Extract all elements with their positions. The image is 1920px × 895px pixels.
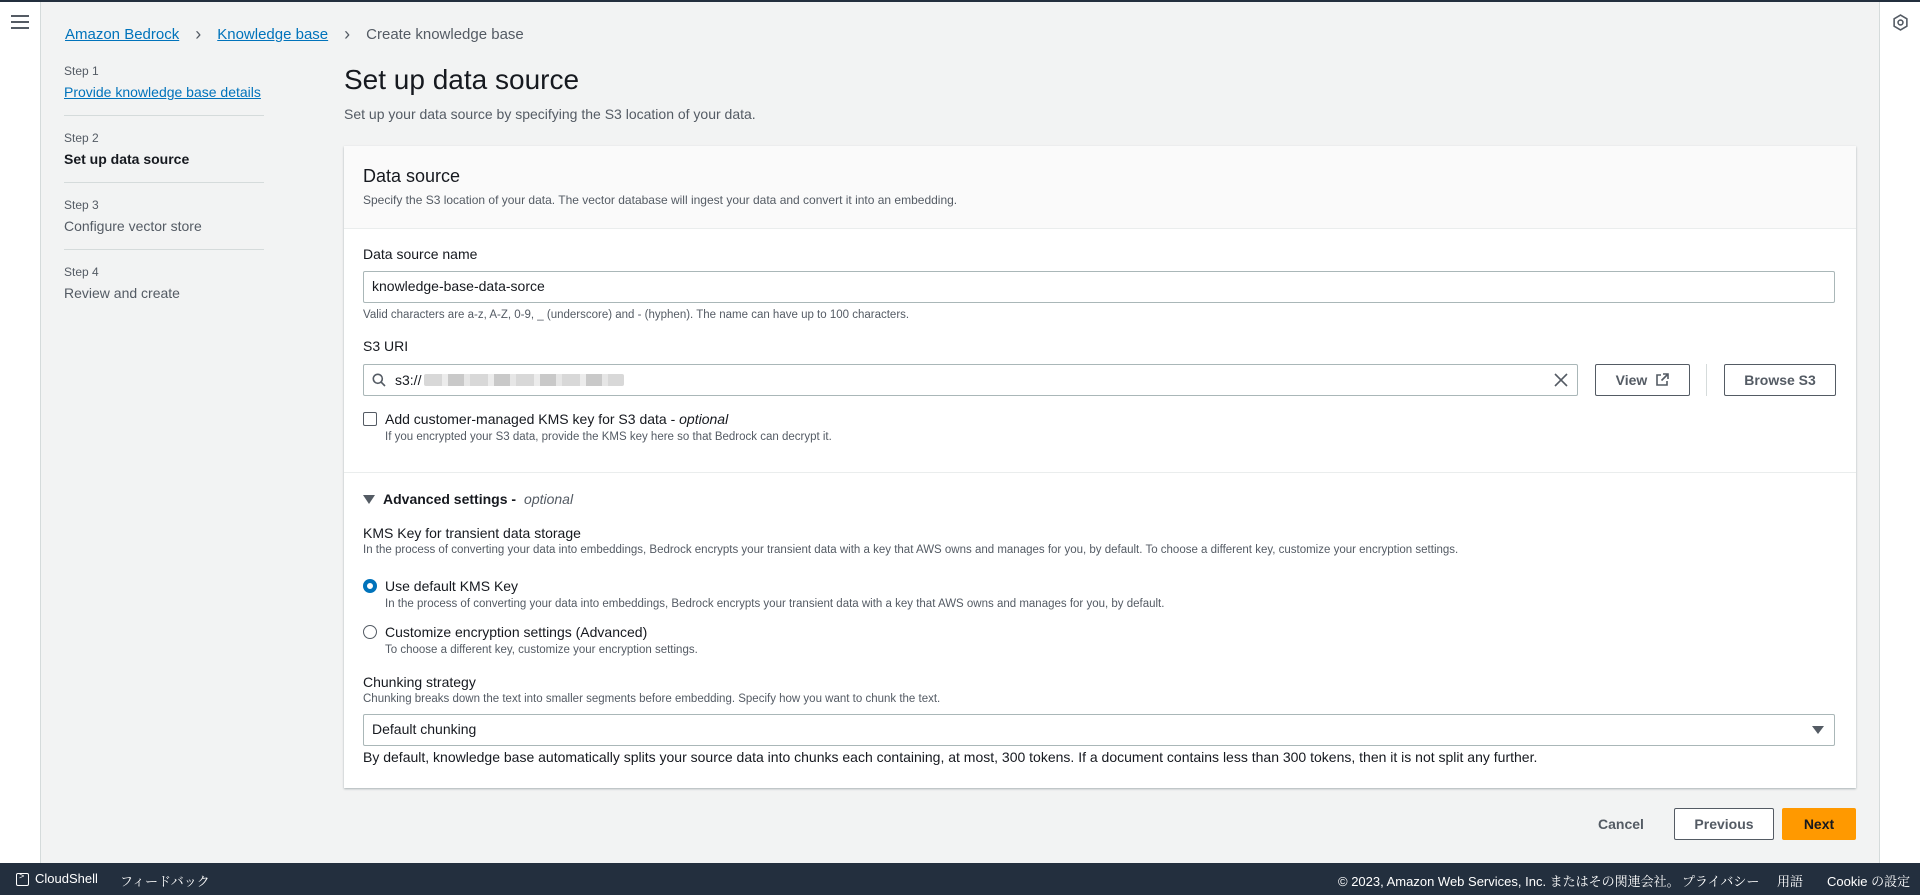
kms-checkbox-text: Add customer-managed KMS key for S3 data - xyxy=(385,411,676,427)
kms-transient-label: KMS Key for transient data storage xyxy=(363,525,581,541)
view-button-label: View xyxy=(1615,372,1648,388)
step-number: Step 3 xyxy=(64,198,99,212)
radio-custom-encryption[interactable] xyxy=(363,625,377,639)
chunking-strategy-label: Chunking strategy xyxy=(363,674,476,690)
left-navigation-rail xyxy=(0,2,41,863)
data-source-name-input[interactable]: knowledge-base-data-sorce xyxy=(363,271,1835,303)
step-title-active: Set up data source xyxy=(64,151,190,167)
radio-default-kms-label: Use default KMS Key xyxy=(385,578,519,594)
cloudshell-label: CloudShell xyxy=(35,871,98,886)
radio-default-kms[interactable] xyxy=(363,579,377,593)
next-button[interactable]: Next xyxy=(1782,808,1856,840)
section-divider xyxy=(344,472,1856,473)
menu-icon[interactable] xyxy=(11,15,29,31)
terminal-icon xyxy=(16,873,29,886)
step-number: Step 2 xyxy=(64,131,99,145)
privacy-link[interactable]: プライバシー xyxy=(1682,874,1760,889)
kms-checkbox-hint: If you encrypted your S3 data, provide the KMS key here so that Bedrock can decrypt it. xyxy=(385,431,832,443)
kms-checkbox-label xyxy=(385,411,728,427)
s3-uri-label: S3 URI xyxy=(363,338,409,354)
redacted-bucket-path xyxy=(424,374,624,386)
optional-tag: optional xyxy=(679,411,729,427)
previous-button[interactable]: Previous xyxy=(1674,808,1774,840)
breadcrumb xyxy=(65,24,524,45)
settings-icon[interactable] xyxy=(1892,14,1909,31)
feedback-link[interactable]: フィードバック xyxy=(120,874,210,889)
kms-key-checkbox[interactable] xyxy=(363,412,377,426)
terms-link[interactable]: 用語 xyxy=(1777,874,1804,889)
caret-down-icon xyxy=(1812,726,1824,734)
view-button[interactable] xyxy=(1595,364,1690,396)
cancel-button[interactable]: Cancel xyxy=(1598,816,1644,832)
chunking-strategy-select[interactable] xyxy=(363,714,1835,746)
advanced-settings-toggle[interactable] xyxy=(363,491,573,507)
cookie-settings-link[interactable]: Cookie の設定 xyxy=(1827,874,1911,889)
external-link-icon xyxy=(1655,373,1669,387)
chevron-right-icon: › xyxy=(195,24,202,44)
radio-custom-encryption-desc: To choose a different key, customize your encryption settings. xyxy=(385,644,698,656)
wizard-step-1 xyxy=(64,64,264,116)
top-border xyxy=(0,0,1920,2)
wizard-steps xyxy=(64,64,264,331)
breadcrumb-amazon-bedrock[interactable]: Amazon Bedrock xyxy=(65,26,180,43)
caret-down-icon xyxy=(363,495,375,504)
page-description: Set up your data source by specifying the S3 location of your data. xyxy=(344,106,756,122)
data-source-name-hint: Valid characters are a-z, A-Z, 0-9, _ (underscore) and - (hyphen). The name can have up to 100 characters. xyxy=(363,309,910,321)
chevron-right-icon: › xyxy=(344,24,351,44)
step-link-provide-details[interactable]: Provide knowledge base details xyxy=(64,84,261,100)
s3-uri-input[interactable] xyxy=(363,364,1578,396)
wizard-step-2 xyxy=(64,131,264,183)
chunking-strategy-value: Default chunking xyxy=(372,721,477,737)
wizard-step-3 xyxy=(64,198,264,250)
optional-tag: optional xyxy=(524,491,574,507)
breadcrumb-current: Create knowledge base xyxy=(366,26,524,43)
radio-custom-encryption-label: Customize encryption settings (Advanced) xyxy=(385,624,648,640)
step-title: Review and create xyxy=(64,285,180,301)
section-description: Specify the S3 location of your data. The vector database will ingest your data and convert it into an embedding. xyxy=(363,193,958,207)
container-header xyxy=(344,146,1856,229)
step-number: Step 1 xyxy=(64,64,99,78)
section-heading: Data source xyxy=(363,166,461,186)
browse-s3-button[interactable]: Browse S3 xyxy=(1724,364,1836,396)
chunking-strategy-desc: Chunking breaks down the text into smaller segments before embedding. Specify how you want to chunk the text. xyxy=(363,693,941,705)
cloudshell-button[interactable] xyxy=(16,871,98,886)
data-source-container xyxy=(344,146,1856,788)
breadcrumb-knowledge-base[interactable]: Knowledge base xyxy=(217,26,329,43)
step-title: Configure vector store xyxy=(64,218,202,234)
s3-uri-value: s3:// xyxy=(395,372,422,388)
divider xyxy=(1706,364,1707,396)
page-title: Set up data source xyxy=(344,64,580,95)
wizard-step-4 xyxy=(64,265,264,316)
right-tools-rail xyxy=(1879,2,1920,863)
radio-default-kms-desc: In the process of converting your data into embeddings, Bedrock encrypts your transient data with a key that AWS owns and manages for you, by default. xyxy=(385,598,1165,610)
copyright-text: © 2023, Amazon Web Services, Inc. またはその関連会社。 xyxy=(1338,874,1680,889)
chunking-note: By default, knowledge base automatically splits your source data into chunks each containing, at most, 300 tokens. If a document contains less than 300 tokens, then it is not split any further. xyxy=(363,749,1538,765)
console-footer xyxy=(0,863,1920,895)
search-icon xyxy=(372,373,386,387)
step-number: Step 4 xyxy=(64,265,99,279)
close-icon[interactable] xyxy=(1553,372,1569,388)
data-source-name-label: Data source name xyxy=(363,246,478,262)
advanced-settings-label: Advanced settings - xyxy=(383,491,517,507)
kms-transient-description: In the process of converting your data into embeddings, Bedrock encrypts your transient data with a key that AWS owns and manages for you, by default. To choose a different key, customize your encryption settings. xyxy=(363,544,1459,556)
